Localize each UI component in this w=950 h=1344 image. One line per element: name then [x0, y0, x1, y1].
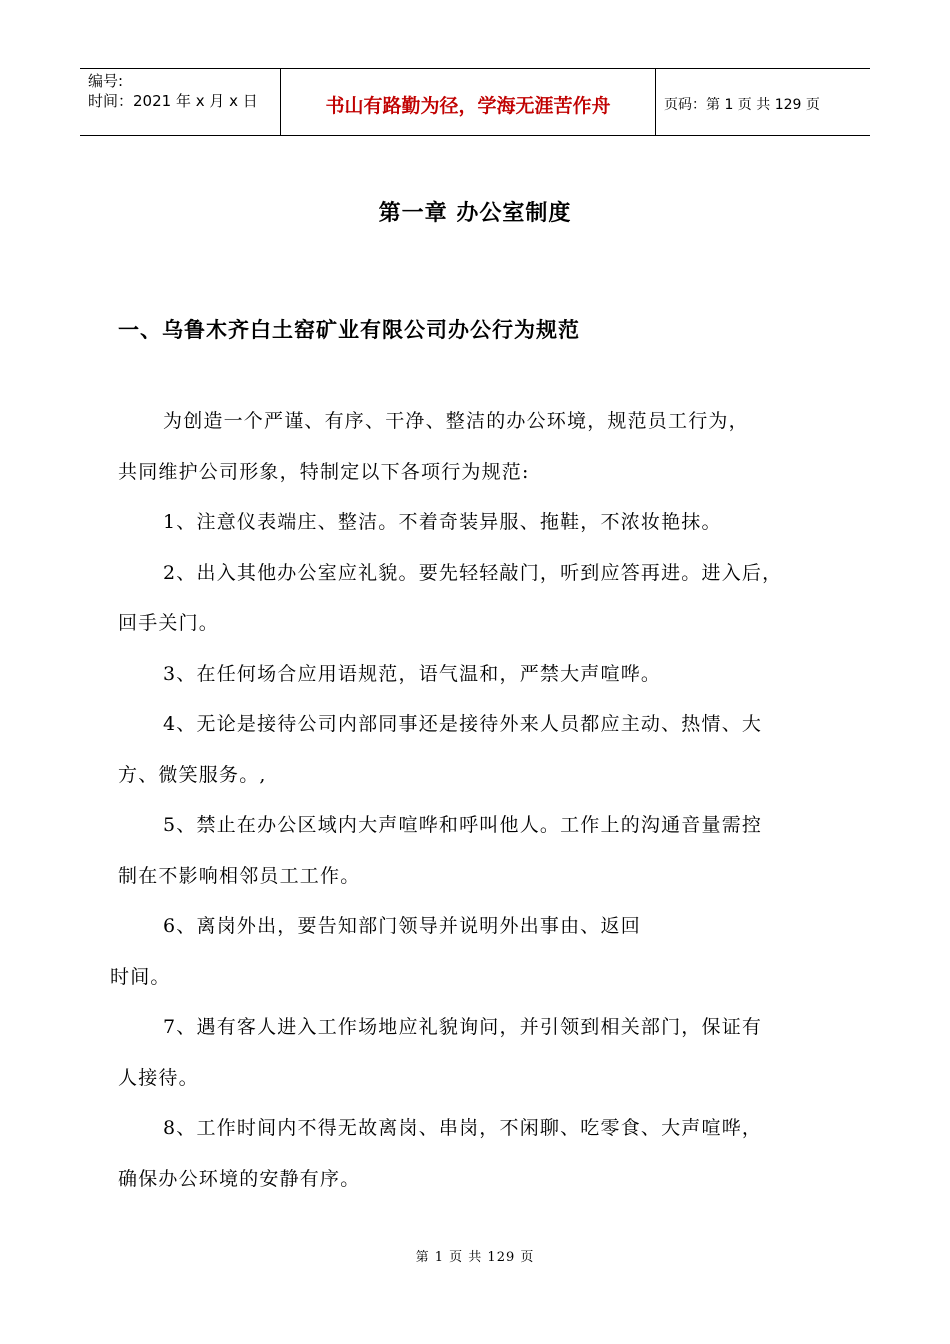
- body-line: 方、微笑服务。,: [118, 763, 267, 786]
- body-line: 时间。: [110, 965, 171, 988]
- chapter-title: 第一章 办公室制度: [378, 201, 572, 226]
- body-line: 确保办公环境的安静有序。: [118, 1167, 361, 1190]
- body-line: 共同维护公司形象，特制定以下各项行为规范:: [118, 460, 530, 483]
- page-header: [80, 68, 870, 136]
- document-body: [110, 396, 833, 1204]
- body-line: 制在不影响相邻员工工作。: [118, 864, 361, 887]
- body-line: 8、工作时间内不得无故离岗、串岗，不闲聊、吃零食、大声喧哗，: [163, 1117, 763, 1139]
- document-number-label: 编号:: [88, 72, 124, 90]
- body-line: 人接待。: [118, 1066, 199, 1089]
- section-title: 一、乌鲁木齐白土窑矿业有限公司办公行为规范: [118, 318, 580, 342]
- body-line: 4、无论是接待公司内部同事还是接待外来人员都应主动、热情、大: [163, 713, 763, 735]
- body-line: 6、离岗外出，要告知部门领导并说明外出事由、返回: [163, 915, 641, 937]
- header-meta-cell: [80, 69, 281, 135]
- header-page-info: 页码：第 1 页 共 129 页: [664, 97, 820, 113]
- body-line: 7、遇有客人进入工作场地应礼貌询问，并引领到相关部门，保证有: [163, 1016, 763, 1038]
- body-line: 回手关门。: [118, 612, 220, 634]
- body-line: 5、禁止在办公区域内大声喧哗和呼叫他人。工作上的沟通音量需控: [163, 814, 763, 836]
- body-line: 2、出入其他办公室应礼貌。要先轻轻敲门，听到应答再进。进入后，: [163, 561, 783, 584]
- document-time-label: 时间：2021 年 x 月 x 日: [88, 92, 258, 110]
- page-footer: 第 1 页 共 129 页: [415, 1250, 535, 1265]
- body-line: 3、在任何场合应用语规范，语气温和，严禁大声喧哗。: [163, 662, 662, 685]
- header-motto: 书山有路勤为径，学海无涯苦作舟: [281, 69, 656, 135]
- body-line: 1、注意仪表端庄、整洁。不着奇装异服、拖鞋，不浓妆艳抹。: [163, 511, 722, 533]
- body-line: 为创造一个严谨、有序、干净、整洁的办公环境，规范员工行为，: [163, 410, 749, 432]
